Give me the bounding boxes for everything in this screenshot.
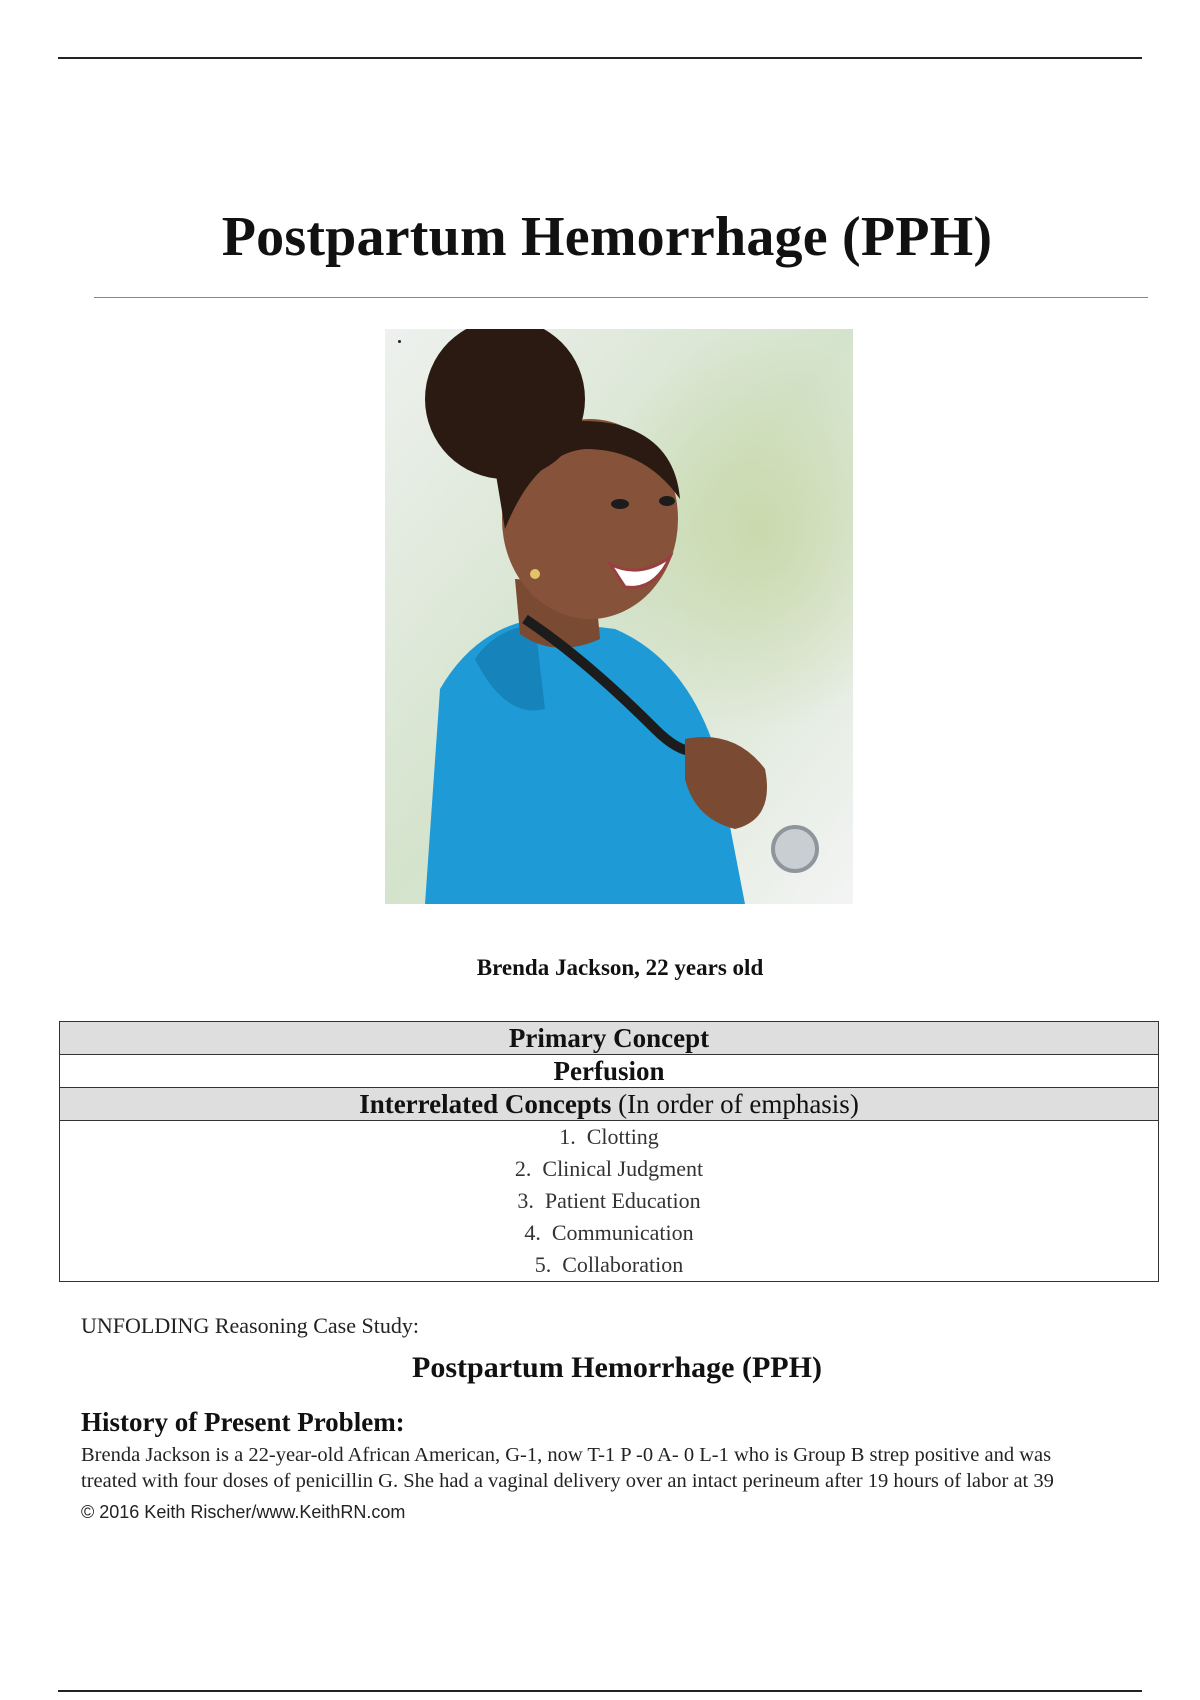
patient-photo-illustration <box>385 329 853 904</box>
title-divider <box>94 297 1148 298</box>
copyright-notice: © 2016 Keith Rischer/www.KeithRN.com <box>81 1502 406 1522</box>
photo-caption: Brenda Jackson, 22 years old <box>476 955 764 980</box>
history-line: Brenda Jackson is a 22-year-old African American, G-1, now T-1 P -0 A- 0 L-1 who is Group B strep positive and was <box>81 1444 1052 1466</box>
primary-concept-value: Perfusion <box>60 1055 1159 1088</box>
list-item: 2. Clinical Judgment <box>514 1156 704 1181</box>
interrelated-concepts-list-cell <box>60 1121 1159 1282</box>
list-item: 3. Patient Education <box>517 1188 701 1213</box>
interrelated-concepts-header <box>60 1088 1159 1121</box>
case-study-title: Postpartum Hemorrhage (PPH) <box>412 1351 822 1384</box>
top-rule <box>58 57 1142 59</box>
interrelated-concepts-list <box>60 1121 1158 1281</box>
interrelated-concepts-label: Interrelated Concepts <box>359 1089 612 1119</box>
primary-concept-header: Primary Concept <box>60 1022 1159 1055</box>
history-heading: History of Present Problem: <box>81 1407 405 1437</box>
history-paragraph <box>81 1442 1141 1494</box>
list-item: 5. Collaboration <box>534 1252 684 1277</box>
bottom-rule <box>58 1690 1142 1692</box>
document-title: Postpartum Hemorrhage (PPH) <box>221 206 993 268</box>
interrelated-concepts-note: (In order of emphasis) <box>618 1089 859 1119</box>
list-item: 1. Clotting <box>559 1124 659 1149</box>
patient-photo <box>385 329 853 904</box>
case-study-label: UNFOLDING Reasoning Case Study: <box>81 1313 419 1338</box>
photo-speck <box>398 340 401 343</box>
concepts-table <box>59 1021 1159 1282</box>
list-item: 4. Communication <box>524 1220 694 1245</box>
history-line: treated with four doses of penicillin G. She had a vaginal delivery over an intact perineum after 19 hours of labor at 39 <box>81 1470 1054 1492</box>
